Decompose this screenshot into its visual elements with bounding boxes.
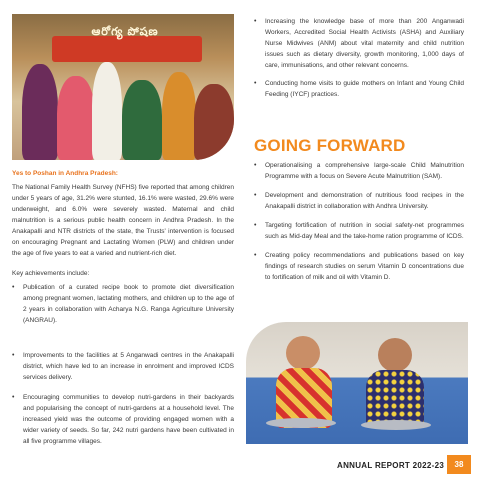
bullet-dot: • <box>12 394 15 401</box>
list-item: • Development and demonstration of nutritious food recipes in the Anakapalli district in collaboration with Andhra University. <box>254 192 464 210</box>
bullet-dot: • <box>254 252 257 259</box>
bullet-dot: • <box>254 222 257 229</box>
bullet-dot: • <box>254 162 257 169</box>
list-item: • Operationalising a comprehensive large-scale Child Malnutrition Programme with a focus on Severe Acute Malnutrition (SAM). <box>254 162 464 180</box>
list-item: • Targeting fortification of nutrition in social safety-net programmes such as Mid-day Meal and the take-home ration programme of ICDS. <box>254 222 464 240</box>
going-forward-list <box>254 160 464 283</box>
list-item: • Publication of a curated recipe book to promote diet diversification among pregnant women, lactating mothers, and children up to the age of 2 years in collaboration with Acharya N.G. Ranga Agriculture University (ANGRAU). <box>12 284 234 324</box>
going-forward-heading: GOING FORWARD <box>254 136 406 155</box>
person-figure <box>92 62 122 160</box>
list-item: • Creating policy recommendations and publications based on key findings of research studies on serum Vitamin D concentrations due to fortification of milk and oil with Vitamin D. <box>254 252 464 281</box>
photo-banner-text: ఆరోగ్య పోషణ <box>91 26 159 38</box>
left-column <box>12 168 234 326</box>
list-item: • Increasing the knowledge base of more than 200 Anganwadi Workers, Accredited Social Health Activists (ASHA) and Auxiliary Nurse Midwives (ANM) about vital maternity and child nutrition issues such as dietary diversity, growth monitoring, 1,000 days of care, immunisations, and other relevant concerns. <box>254 18 464 69</box>
right-top-bullets <box>254 16 464 100</box>
person-figure <box>122 80 162 160</box>
left-column-lower <box>12 350 234 447</box>
list-item: • Conducting home visits to guide mothers on Infant and Young Child Feeding (IYCF) practices. <box>254 80 464 98</box>
person-figure <box>22 64 58 160</box>
plate <box>266 418 336 428</box>
list-item: • Encouraging communities to develop nutri-gardens in their backyards and popularising the concept of nutri-gardens at a household level. The increased yield was the outcome of providing engaged women with a wider variety of seeds. So far, 242 nutri gardens have been cultivated in all five programme villages. <box>12 394 234 445</box>
child-face <box>378 338 412 372</box>
page-number: 38 <box>447 455 471 474</box>
footer-report-label: ANNUAL REPORT 2022-23 <box>337 461 445 470</box>
bullet-dot: • <box>12 284 15 291</box>
child-face <box>286 336 320 370</box>
person-figure <box>57 76 95 160</box>
person-figure <box>194 84 234 160</box>
bullet-dot: • <box>254 192 257 199</box>
bullet-dot: • <box>254 80 257 87</box>
intro-paragraph: The National Family Health Survey (NFHS) five reported that among children under 5 years of age, 31.2% were stunted, 16.1% were wasted, 29.6% were underweight, and 6.0% were severely wasted. Maternal and child malnutrition is a serious public health concern in Andhra Pradesh. In the Anakapalli and NTR districts of the state, the Trusts' intervention is focused on encouraging Pregnant and Lactating Women (PLW) and children under the age of five years to eat a varied and nutrient-rich diet. <box>12 184 234 257</box>
section-subheading: Yes to Poshan in Andhra Pradesh: <box>12 170 118 177</box>
bullet-dot: • <box>254 18 257 25</box>
achievements-intro: Key achievements include: <box>12 270 90 277</box>
person-figure <box>162 72 196 160</box>
list-item: • Improvements to the facilities at 5 Anganwadi centres in the Anakapalli district, which have led to an increase in enrolment and improved ICDS services delivery. <box>12 352 234 381</box>
bullet-dot: • <box>12 352 15 359</box>
plate <box>361 420 431 430</box>
children-photo <box>246 322 468 444</box>
